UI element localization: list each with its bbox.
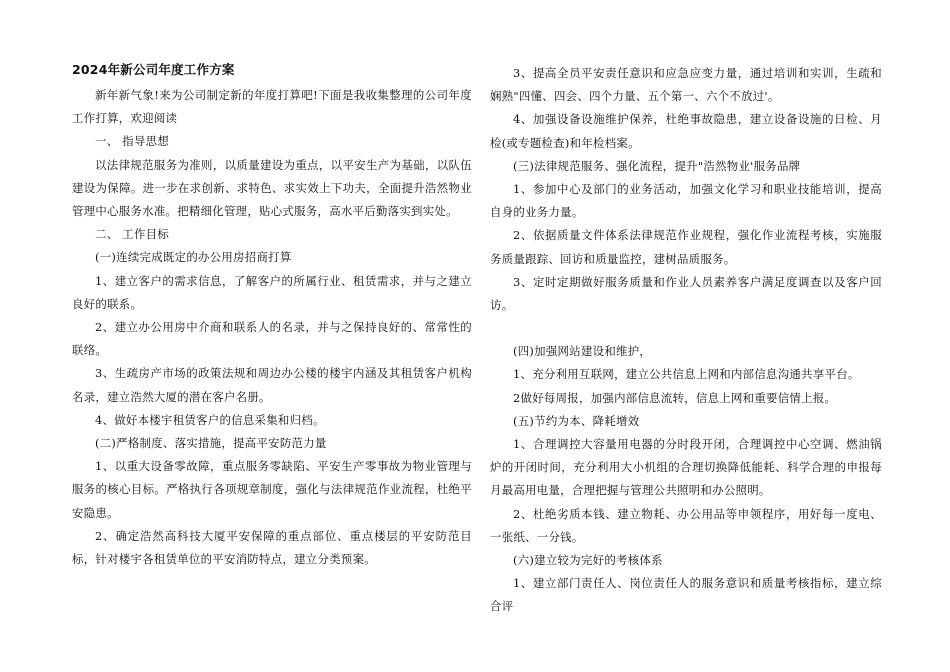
left-column-body: [72, 84, 472, 571]
right-column: [490, 62, 882, 619]
section-heading: (二)严格制度、落实措施，提高平安防范力量: [95, 436, 327, 451]
paragraph: 4、做好本楼宇租赁客户的信息采集和归档。: [95, 412, 325, 427]
paragraph: 以法律规范服务为准则，以质量建设为重点，以平安生产为基础，以队伍建设为保障。进一步在求创新、求特色、求实效上下功夫，全面提升浩然物业管理中心服务水准。把精细化管理，贴心式服务，高水平后勤落实到实处。: [72, 157, 472, 219]
left-column: [72, 60, 472, 571]
section-heading: 二、 工作目标: [95, 227, 170, 242]
paragraph: 1、建立部门责任人、岗位责任人的服务意识和质量考核指标，建立综合评: [490, 576, 882, 614]
paragraph: 2、杜绝劣质本钱、建立物耗、办公用品等申领程序，用好每一度电、一张纸、一分钱。: [490, 506, 882, 544]
paragraph: 2、确定浩然高科技大厦平安保障的重点部位、重点楼层的平安防范目标，针对楼宇各租赁单位的平安消防特点，建立分类预案。: [72, 528, 472, 567]
paragraph: 3、定时定期做好服务质量和作业人员素养客户满足度调查以及客户回访。: [490, 274, 882, 313]
paragraph: 2做好每周报，加强内部信息流转，信息上网和重要信情上报。: [513, 390, 837, 405]
right-column-body: [490, 62, 882, 619]
section-heading: (五)节约为本、降耗增效: [513, 413, 640, 428]
paragraph: 4、加强设备设施维护保养，杜绝事故隐患，建立设备设施的日检、月检(或专题检查)和年检档案。: [490, 112, 882, 150]
section-heading: 一、 指导思想: [95, 134, 170, 149]
paragraph: 新年新气象!来为公司制定新的年度打算吧!下面是我收集整理的公司年度工作打算，欢迎阅读: [72, 88, 472, 126]
paragraph: 3、提高全员平安责任意识和应急应变力量，通过培训和实训，生疏和娴熟"四懂、四会、四个力量、五个第一、六个不放过'。: [490, 66, 882, 104]
paragraph: 1、充分利用互联网，建立公共信息上网和内部信息沟通共享平台。: [513, 367, 860, 382]
paragraph: 1、参加中心及部门的业务活动，加强文化学习和职业技能培训，提高自身的业务力量。: [490, 182, 882, 220]
paragraph-spacer: [490, 317, 882, 340]
paragraph: 2、依据质量文件体系法律规范作业规程，强化作业流程考核，实施服务质量跟踪、回访和质量监控，建树品质服务。: [490, 228, 882, 266]
paragraph: 1、合理调控大容量用电器的分时段开闭，合理调控中心空调、燃油锅炉的开闭时间，充分利用大小机组的合理切换降低能耗、科学合理的申报每月最高用电量，合理把握与管理公共照明和办公照明。: [490, 437, 882, 498]
paragraph: 1、以重大设备零故障，重点服务零缺陷、平安生产零事故为物业管理与服务的核心目标。严格执行各项规章制度，强化与法律规范作业流程，杜绝平安隐患。: [72, 459, 472, 520]
paragraph: 3、生疏房产市场的政策法规和周边办公楼的楼宇内涵及其租赁客户机构名录，建立浩然大厦的潜在客户名册。: [72, 366, 472, 404]
section-heading: (六)建立较为完好的考核体系: [513, 553, 663, 568]
section-heading: (一)连续完成既定的办公用房招商打算: [95, 250, 292, 265]
section-heading: (三)法律规范服务、强化流程，提升"浩然物业'服务品牌: [513, 158, 801, 173]
paragraph: 1、建立客户的需求信息，了解客户的所属行业、租赁需求，并与之建立良好的联系。: [72, 273, 472, 311]
section-heading: (四)加强网站建设和维护，: [513, 344, 652, 359]
document-title: 2024年新公司年度工作方案: [72, 62, 235, 77]
paragraph: 2、建立办公用房中介商和联系人的名录，并与之保持良好的、常常性的联络。: [72, 320, 472, 358]
